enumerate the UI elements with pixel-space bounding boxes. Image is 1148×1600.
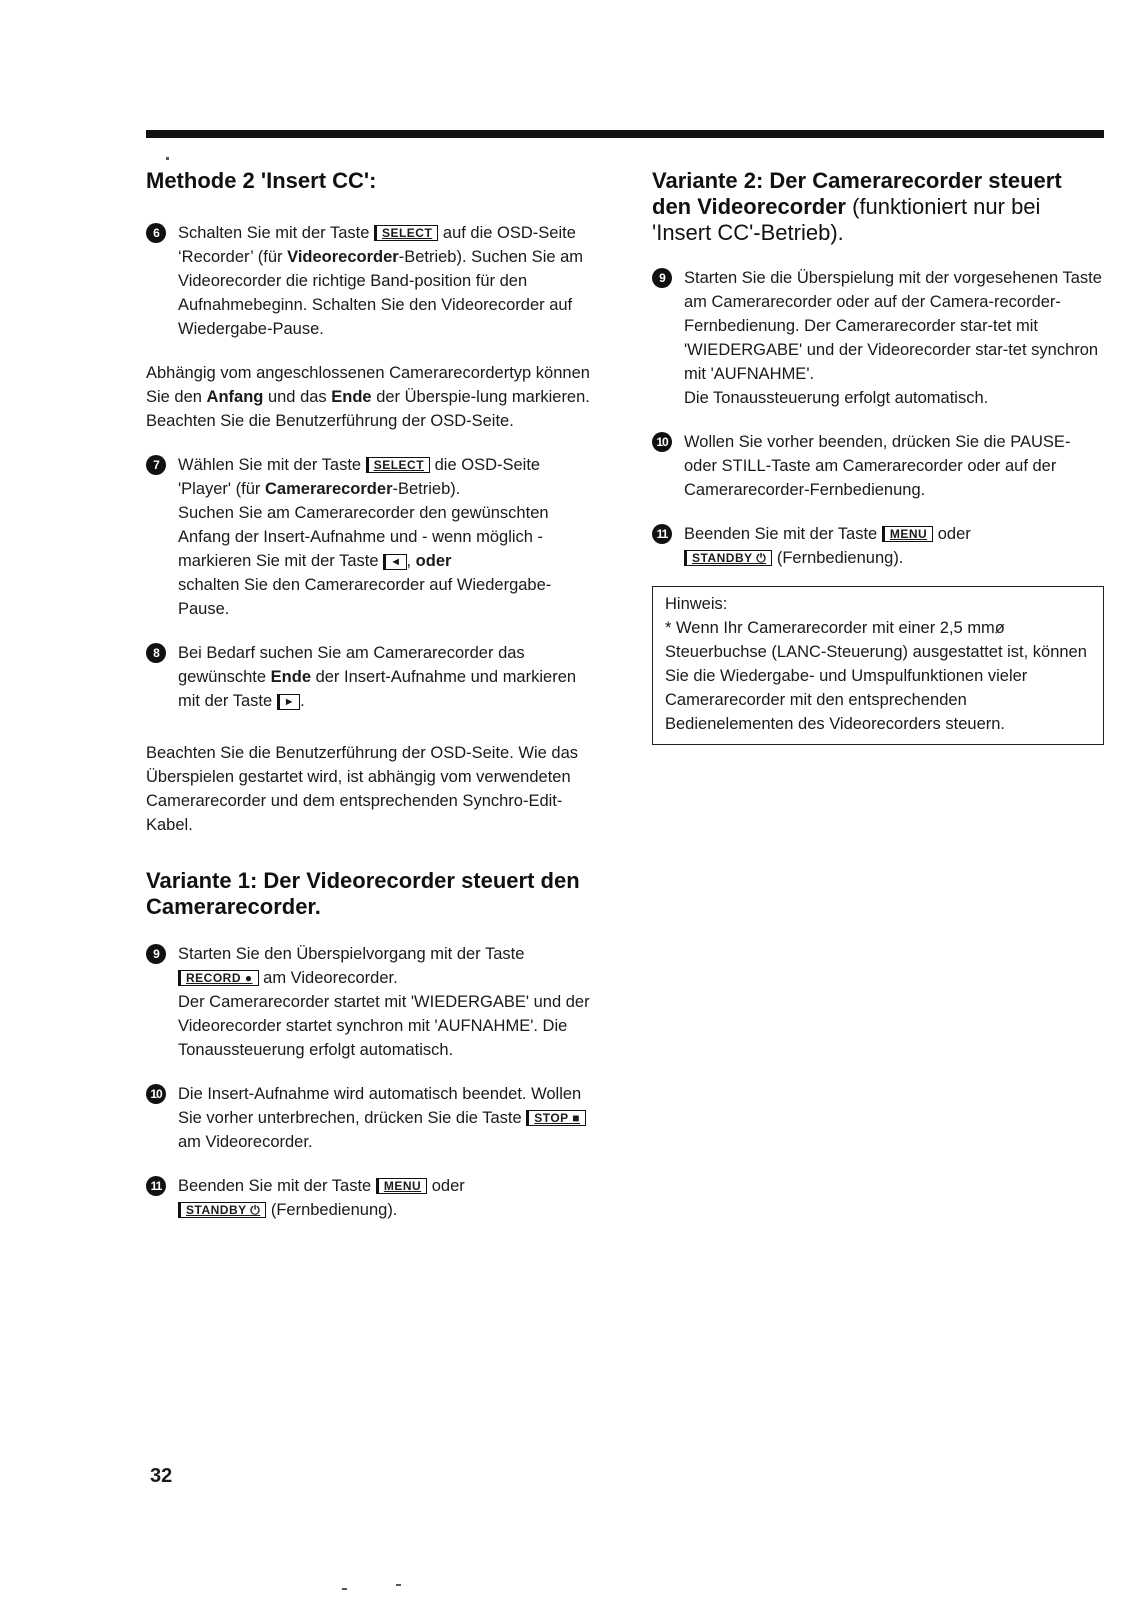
text: (Fernbedienung). — [266, 1201, 398, 1219]
text: schalten Sie den Camerarecorder auf Wiedergabe-Pause. — [178, 576, 552, 618]
prev-mark-key-icon: ◄ — [383, 554, 406, 570]
footer-mark — [342, 1588, 347, 1590]
text: -Betrieb). — [392, 480, 461, 498]
step-8-text — [178, 641, 596, 713]
step-7-text — [178, 453, 596, 621]
text: der Insert-Aufnahme und markieren mit der Taste — [178, 668, 577, 710]
text: Beenden Sie mit der Taste — [684, 525, 882, 543]
top-rule — [146, 130, 1104, 138]
speck-mark — [166, 157, 169, 160]
text: Wählen Sie mit der Taste — [178, 456, 366, 474]
note-title: Hinweis: — [665, 595, 728, 613]
variant-1-heading: Variante 1: Der Videorecorder steuert den Camerarecorder. — [146, 868, 580, 919]
step-number-badge: 10 — [652, 432, 672, 452]
text: Beenden Sie mit der Taste — [178, 1177, 376, 1195]
text: oder — [427, 1177, 465, 1195]
right-column — [652, 168, 1104, 745]
step-8 — [146, 641, 596, 713]
method-heading: Methode 2 'Insert CC': — [146, 168, 377, 193]
left-column — [146, 168, 596, 1222]
step-9-text — [178, 942, 596, 1062]
paragraph-transfer-info: Beachten Sie die Benutzerführung der OSD-Seite. Wie das Überspielen gestartet wird, ist abhängig vom verwendeten Camerarecorder und dem entsprechenden Synchro-Edit-Kabel. — [146, 744, 578, 834]
text: Der Camerarecorder startet mit 'WIEDERGABE' und der Videorecorder startet synchron mit 'AUFNAHME'. Die Tonaussteuerung erfolgt automatisch. — [178, 993, 590, 1059]
step-number-badge: 11 — [146, 1176, 166, 1196]
text: oder — [933, 525, 971, 543]
text: (Fernbedienung). — [772, 549, 904, 567]
step-6-text — [178, 221, 596, 341]
text: Schalten Sie mit der Taste — [178, 224, 374, 242]
step-11-text — [684, 522, 1104, 570]
text: , — [406, 552, 416, 570]
text: Suchen Sie am Camerarecorder den gewünschten Anfang der Insert-Aufnahme und - wenn möglich - markieren Sie mit der Taste — [178, 504, 549, 570]
step-10-text: Wollen Sie vorher beenden, drücken Sie die PAUSE- oder STILL-Taste am Camerarecorder oder auf der Camerarecorder-Fernbedienung. — [684, 433, 1071, 499]
menu-key: MENU — [882, 526, 933, 542]
paragraph-mark-range — [146, 361, 596, 433]
bold-text: oder — [415, 552, 452, 570]
step-6 — [146, 221, 596, 341]
bold-text: Camerarecorder — [265, 480, 393, 498]
osd-guidance-text: Beachten Sie die Benutzerführung der OSD-Seite. — [146, 412, 514, 430]
text: Abhängig vom angeschlossenen Camerarecordertyp können Sie den — [146, 364, 590, 406]
step-number-badge: 7 — [146, 455, 166, 475]
step-7 — [146, 453, 596, 621]
next-mark-key-icon: ► — [277, 694, 300, 710]
standby-key: STANDBY ⏻ — [684, 550, 772, 566]
text: Starten Sie den Überspielvorgang mit der Taste — [178, 945, 525, 963]
bold-text: Ende — [270, 668, 311, 686]
step-9 — [146, 942, 596, 1062]
variant-2-heading — [652, 168, 1104, 246]
text: Die Tonaussteuerung erfolgt automatisch. — [684, 389, 989, 407]
menu-key: MENU — [376, 1178, 427, 1194]
text: am Videorecorder. — [178, 1133, 313, 1151]
note-body: * Wenn Ihr Camerarecorder mit einer 2,5 mmø Steuerbuchse (LANC-Steuerung) ausgestattet ist, können Sie die Wiedergabe- und Umspulfunktionen vieler Camerarecorder mit den entsprechenden Bedienelementen des Videorecorders steuern. — [665, 619, 1087, 733]
step-number-badge: 8 — [146, 643, 166, 663]
text: Bei Bedarf suchen Sie am Camerarecorder das gewünschte — [178, 644, 525, 686]
step-9 — [652, 266, 1104, 410]
text: . — [300, 692, 305, 710]
text: Starten Sie die Überspielung mit der vorgesehenen Taste am Camerarecorder oder auf der Camera-recorder-Fernbedienung. Der Camerarecorder star-tet mit 'WIEDERGABE' und der Videorecorder star-tet synchron mit 'AUFNAHME'. — [684, 269, 1102, 383]
bold-text: Anfang — [206, 388, 264, 406]
stop-key: STOP ■ — [526, 1110, 586, 1126]
note-box — [652, 586, 1104, 745]
mark-range-text — [146, 361, 596, 409]
text: am Videorecorder. — [258, 969, 398, 987]
step-number-badge: 6 — [146, 223, 166, 243]
text: auf die OSD-Seite ‘Recorder’ (für — [178, 224, 576, 266]
select-key: SELECT — [374, 225, 438, 241]
select-key: SELECT — [366, 457, 430, 473]
text: und das — [263, 388, 332, 406]
step-9-text — [684, 266, 1104, 410]
record-key: RECORD ● — [178, 970, 259, 986]
step-11 — [146, 1174, 596, 1222]
step-10 — [652, 430, 1104, 502]
step-number-badge: 9 — [652, 268, 672, 288]
step-number-badge: 11 — [652, 524, 672, 544]
step-number-badge: 10 — [146, 1084, 166, 1104]
bold-text: Ende — [331, 388, 372, 406]
heading-light: (funktioniert nur bei 'Insert CC'-Betrieb). — [652, 194, 1041, 245]
standby-key: STANDBY ⏻ — [178, 1202, 266, 1218]
heading-bold: Variante 2: Der Camerarecorder steuert den Videorecorder — [652, 168, 1062, 219]
text: der Überspie-lung markieren. — [371, 388, 590, 406]
step-10 — [146, 1082, 596, 1154]
footer-mark — [396, 1584, 401, 1586]
step-10-text — [178, 1082, 596, 1154]
text: die OSD-Seite 'Player' (für — [178, 456, 541, 498]
step-11 — [652, 522, 1104, 570]
bold-text: Videorecorder — [287, 248, 399, 266]
text: -Betrieb). Suchen Sie am Videorecorder die richtige Band-position für den Aufnahmebeginn. Schalten Sie den Videorecorder auf Wiedergabe-Pause. — [178, 248, 584, 338]
step-number-badge: 9 — [146, 944, 166, 964]
text: Die Insert-Aufnahme wird automatisch beendet. Wollen Sie vorher unterbrechen, drücken Sie die Taste — [178, 1085, 582, 1127]
page-number: 32 — [150, 1465, 173, 1487]
step-11-text — [178, 1174, 596, 1222]
